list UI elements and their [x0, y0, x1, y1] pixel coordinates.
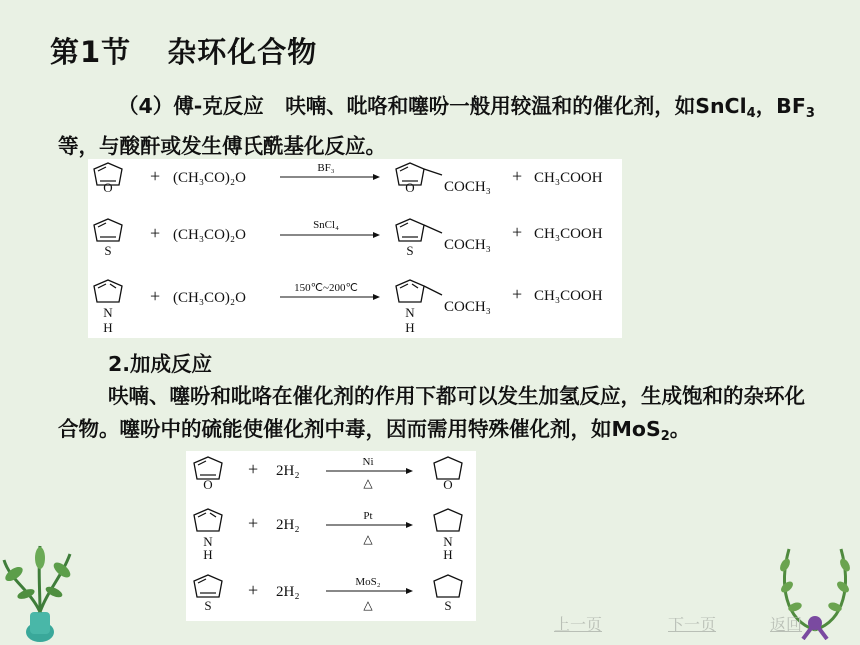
product-acyl: COCH₃	[444, 179, 491, 195]
scheme2-row-pyrrole	[194, 509, 462, 562]
svg-text:COCH₃: COCH₃	[444, 237, 491, 253]
svg-text:MoS₂: MoS₂	[355, 576, 381, 588]
svg-text:O: O	[405, 180, 415, 195]
svg-text:△: △	[363, 476, 373, 490]
paragraph-friedel-crafts: （4）傅-克反应 呋喃、吡咯和噻吩一般用较温和的催化剂，如SnCl$_4$，$BF_3$等，与酸酐或发生傅氏酰基化反应。	[58, 94, 815, 158]
section-heading-addition: 2.加成反应	[108, 352, 213, 376]
svg-text:150℃~200℃: 150℃~200℃	[294, 282, 358, 294]
reactant-heteroatom: O	[103, 180, 113, 195]
svg-text:2H₂: 2H₂	[276, 584, 300, 600]
svg-text:Pt: Pt	[363, 510, 373, 522]
hydrogenation-scheme	[186, 451, 476, 621]
svg-text:H: H	[405, 320, 415, 335]
svg-text:S: S	[104, 243, 112, 258]
section-name: 杂环化合物	[167, 35, 318, 69]
svg-text:S: S	[444, 598, 452, 613]
prev-page-link[interactable]: 上一页	[554, 615, 603, 634]
scheme1-row-thiophene	[94, 219, 603, 258]
svg-text:O: O	[203, 477, 213, 492]
next-page-link[interactable]: 下一页	[668, 615, 717, 634]
svg-text:(CH₃CO)₂O: (CH₃CO)₂O	[173, 290, 246, 306]
svg-text:+: +	[248, 513, 259, 533]
svg-text:+: +	[248, 580, 259, 600]
reagent-anhydride: (CH₃CO)₂O	[173, 170, 246, 186]
section-number: 第1节	[50, 35, 132, 69]
scheme2-row-furan	[194, 456, 462, 492]
svg-text:H: H	[443, 547, 453, 562]
svg-text:+: +	[512, 222, 523, 242]
condition: BF₃	[317, 162, 335, 174]
svg-text:△: △	[363, 598, 373, 612]
svg-text:SnCl₄: SnCl₄	[313, 219, 339, 231]
svg-text:+: +	[150, 286, 161, 306]
svg-text:N: N	[443, 534, 453, 549]
page-title	[50, 30, 317, 71]
paragraph-addition: 呋喃、噻吩和吡咯在催化剂的作用下都可以发生加氢反应，生成饱和的杂环化合物。噻吩中的硫能使催化剂中毒，因而需用特殊催化剂，如MoS$_2$。	[58, 384, 805, 444]
svg-text:H: H	[103, 320, 113, 335]
plant-decoration-icon	[0, 540, 80, 645]
scheme2-row-thiophene	[194, 575, 462, 613]
svg-text:S: S	[406, 243, 414, 258]
back-link[interactable]: 返回	[770, 615, 803, 634]
svg-text:+: +	[150, 166, 161, 186]
svg-text:(CH₃CO)₂O: (CH₃CO)₂O	[173, 227, 246, 243]
svg-text:COCH₃: COCH₃	[444, 299, 491, 315]
svg-text:N: N	[203, 534, 213, 549]
svg-text:CH₃COOH: CH₃COOH	[534, 288, 603, 304]
subsection-lead: （4）傅-克反应	[118, 94, 264, 118]
scheme1-row-pyrrole	[94, 280, 603, 335]
svg-text:+: +	[512, 166, 523, 186]
svg-text:N: N	[405, 305, 415, 320]
acylation-scheme	[88, 159, 622, 338]
svg-text:+: +	[512, 284, 523, 304]
svg-text:+: +	[248, 459, 259, 479]
svg-text:H: H	[203, 547, 213, 562]
svg-text:Ni: Ni	[362, 456, 374, 468]
svg-text:N: N	[103, 305, 113, 320]
byproduct: CH₃COOH	[534, 170, 603, 186]
svg-text:S: S	[204, 598, 212, 613]
svg-text:O: O	[443, 477, 453, 492]
svg-text:△: △	[363, 532, 373, 546]
scheme1-row-furan	[94, 162, 603, 195]
svg-text:+: +	[150, 223, 161, 243]
svg-text:2H₂: 2H₂	[276, 517, 300, 533]
svg-text:2H₂: 2H₂	[276, 463, 300, 479]
svg-text:CH₃COOH: CH₃COOH	[534, 226, 603, 242]
